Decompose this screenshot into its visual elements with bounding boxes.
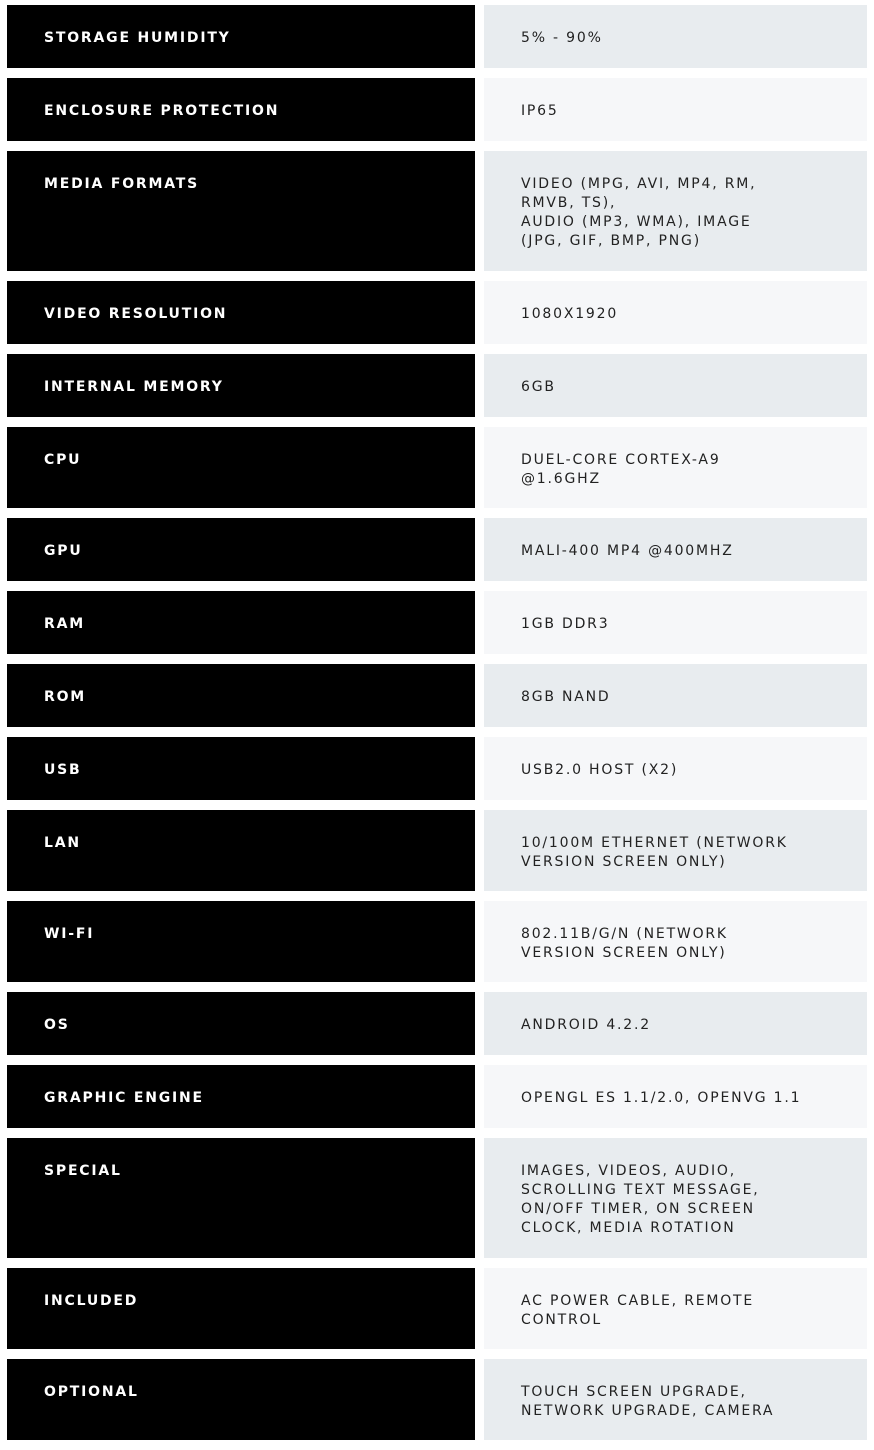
- spec-label: USB: [7, 737, 475, 800]
- spec-row-optional: [7, 1359, 867, 1440]
- spec-value: 6GB: [484, 354, 867, 417]
- spec-row-graphic-engine: [7, 1065, 867, 1128]
- spec-row-usb: [7, 737, 867, 800]
- spec-value: 1080X1920: [484, 281, 867, 344]
- spec-value: ANDROID 4.2.2: [484, 992, 867, 1055]
- spec-label: MEDIA FORMATS: [7, 151, 475, 271]
- spec-label: LAN: [7, 810, 475, 891]
- spec-label: SPECIAL: [7, 1138, 475, 1258]
- spec-value: 10/100M ETHERNET (NETWORK VERSION SCREEN ONLY): [484, 810, 867, 891]
- spec-row-cpu: [7, 427, 867, 508]
- spec-label: ROM: [7, 664, 475, 727]
- spec-value: AC POWER CABLE, REMOTE CONTROL: [484, 1268, 867, 1349]
- spec-value: VIDEO (MPG, AVI, MP4, RM, RMVB, TS), AUDIO (MP3, WMA), IMAGE (JPG, GIF, BMP, PNG): [484, 151, 867, 271]
- spec-row-wi-fi: [7, 901, 867, 982]
- spec-label: GRAPHIC ENGINE: [7, 1065, 475, 1128]
- spec-label: OPTIONAL: [7, 1359, 475, 1440]
- spec-row-special: [7, 1138, 867, 1258]
- spec-label: RAM: [7, 591, 475, 654]
- spec-value: 802.11B/G/N (NETWORK VERSION SCREEN ONLY): [484, 901, 867, 982]
- spec-row-ram: [7, 591, 867, 654]
- spec-row-enclosure-protection: [7, 78, 867, 141]
- spec-row-video-resolution: [7, 281, 867, 344]
- spec-label: WI-FI: [7, 901, 475, 982]
- spec-label: VIDEO RESOLUTION: [7, 281, 475, 344]
- spec-label: CPU: [7, 427, 475, 508]
- spec-value: 5% - 90%: [484, 5, 867, 68]
- spec-row-lan: [7, 810, 867, 891]
- spec-value: IP65: [484, 78, 867, 141]
- spec-value: DUEL-CORE CORTEX-A9 @1.6GHZ: [484, 427, 867, 508]
- spec-row-gpu: [7, 518, 867, 581]
- spec-row-rom: [7, 664, 867, 727]
- spec-value: TOUCH SCREEN UPGRADE, NETWORK UPGRADE, CAMERA: [484, 1359, 867, 1440]
- spec-label: OS: [7, 992, 475, 1055]
- spec-row-storage-humidity: [7, 5, 867, 68]
- spec-label: GPU: [7, 518, 475, 581]
- spec-label: INTERNAL MEMORY: [7, 354, 475, 417]
- spec-value: 8GB NAND: [484, 664, 867, 727]
- spec-value: USB2.0 HOST (X2): [484, 737, 867, 800]
- spec-label: INCLUDED: [7, 1268, 475, 1349]
- spec-label: STORAGE HUMIDITY: [7, 5, 475, 68]
- spec-value: 1GB DDR3: [484, 591, 867, 654]
- spec-value: IMAGES, VIDEOS, AUDIO, SCROLLING TEXT MESSAGE, ON/OFF TIMER, ON SCREEN CLOCK, MEDIA ROTATION: [484, 1138, 867, 1258]
- spec-value: MALI-400 MP4 @400MHZ: [484, 518, 867, 581]
- spec-value: OPENGL ES 1.1/2.0, OPENVG 1.1: [484, 1065, 867, 1128]
- spec-row-os: [7, 992, 867, 1055]
- spec-row-included: [7, 1268, 867, 1349]
- spec-row-media-formats: [7, 151, 867, 271]
- spec-label: ENCLOSURE PROTECTION: [7, 78, 475, 141]
- spec-row-internal-memory: [7, 354, 867, 417]
- spec-table: [7, 5, 867, 1450]
